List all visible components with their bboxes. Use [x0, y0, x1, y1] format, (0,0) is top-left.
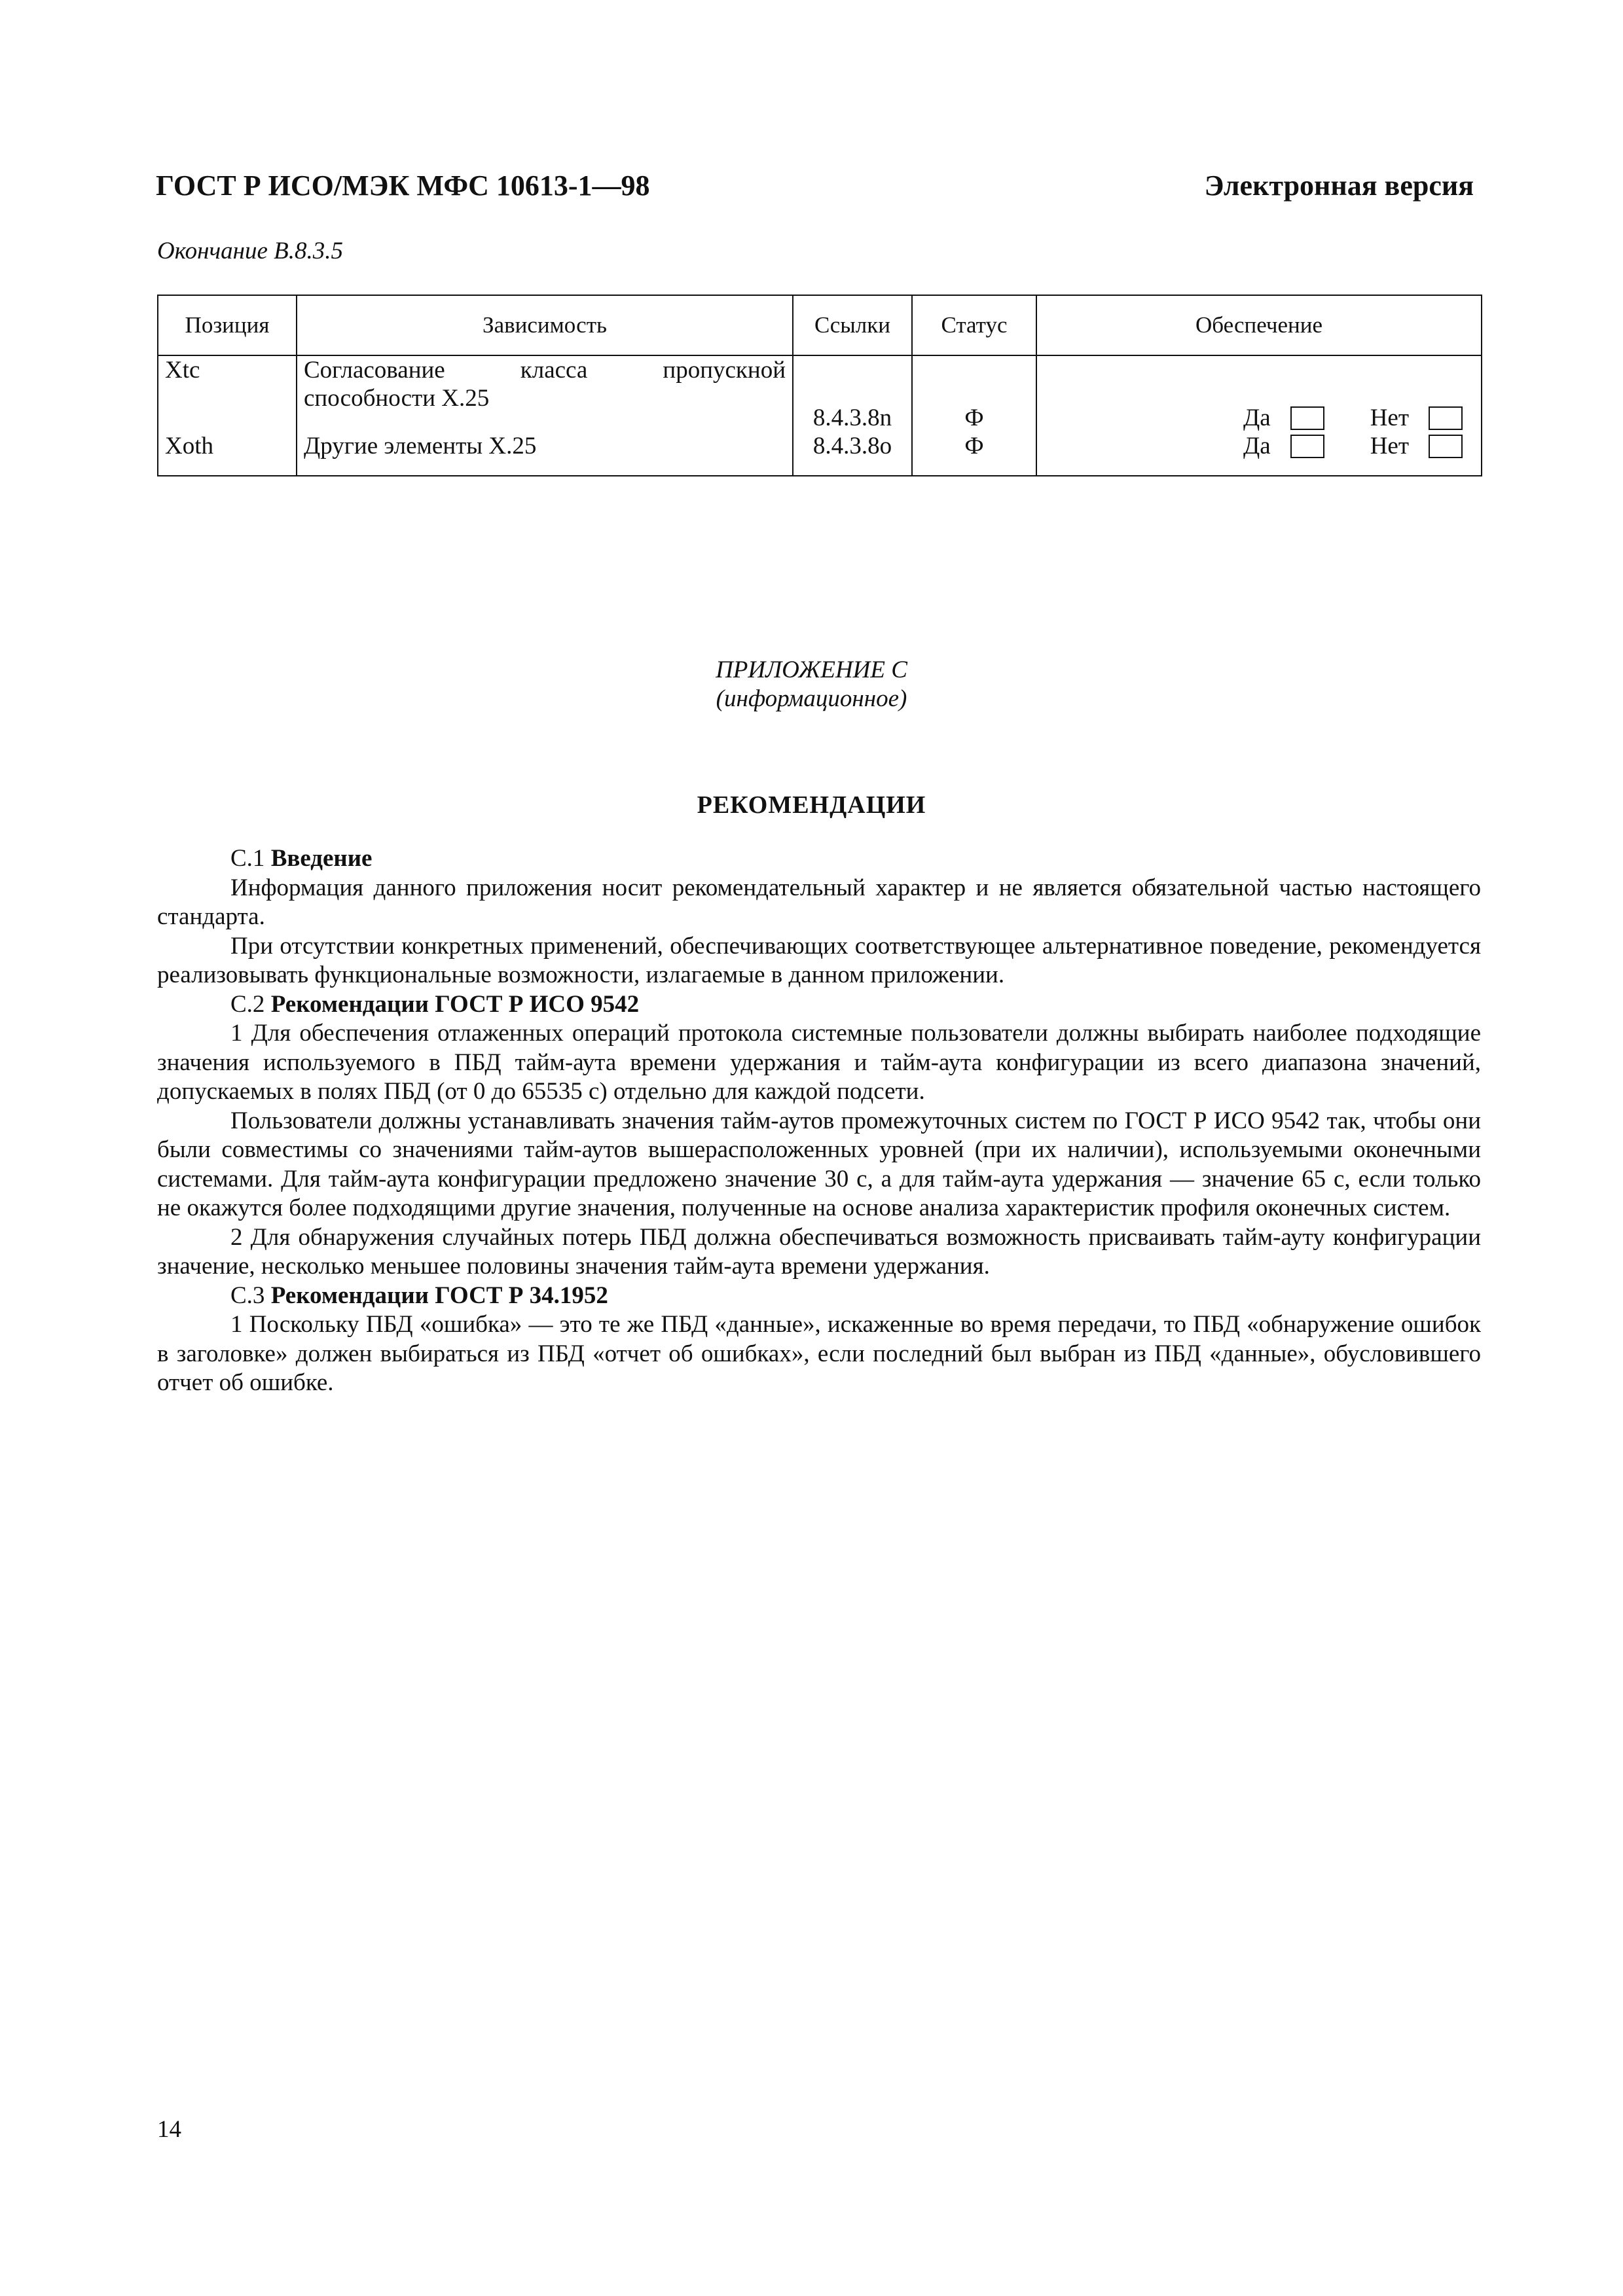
row-provision	[1036, 432, 1482, 476]
column-header-dependency: Зависимость	[297, 295, 793, 355]
table-row	[158, 432, 1482, 476]
row-refs: 8.4.3.8n	[793, 355, 912, 432]
subsection-title: Рекомендации ГОСТ Р ИСО 9542	[270, 990, 640, 1018]
row-dependency: Другие элементы X.25	[297, 432, 793, 476]
no-label: Нет	[1370, 404, 1409, 431]
row-provision	[1036, 355, 1482, 432]
no-checkbox[interactable]	[1429, 435, 1463, 458]
subsection-number: С.1	[230, 845, 265, 872]
column-header-status: Статус	[912, 295, 1036, 355]
paragraph: 1 Для обеспечения отлаженных операций протокола системные пользователи должны выбирать наиболее подходящие значения используемого в ПБД тайм-аута времени удержания и тайм-аута конфигурации из всего диапазона значений, допускаемых в полях ПБД (от 0 до 65535 с) отдельно для каждой подсети.	[157, 1020, 1481, 1105]
column-header-refs: Ссылки	[793, 295, 912, 355]
table-continuation-caption: Окончание В.8.3.5	[157, 238, 344, 264]
yes-checkbox[interactable]	[1290, 435, 1324, 458]
row-status: Ф	[912, 432, 1036, 476]
table-row	[158, 355, 1482, 432]
requirements-table	[157, 295, 1482, 476]
no-label: Нет	[1370, 433, 1409, 459]
paragraph: При отсутствии конкретных применений, обеспечивающих соответствующее альтернативное поведение, рекомендуется реализовывать функциональные возможности, излагаемые в данном приложении.	[157, 932, 1481, 988]
yes-label: Да	[1243, 433, 1271, 459]
paragraph: 1 Поскольку ПБД «ошибка» — это те же ПБД «данные», искаженные во время передачи, то ПБД «обнаружение ошибок в заголовке» должен выбираться из ПБД «отчет об ошибках», если последний был выбран из ПБД «данные», обусловившего отчет об ошибке.	[157, 1311, 1481, 1396]
subsection-heading	[157, 1282, 1481, 1311]
subsection-heading	[157, 990, 1481, 1020]
row-status: Ф	[912, 355, 1036, 432]
column-header-provision: Обеспечение	[1036, 295, 1482, 355]
dependency-line: Согласование класса пропускной	[304, 357, 786, 384]
subsection-number: С.2	[230, 990, 265, 1018]
subsection-title: Введение	[270, 845, 373, 872]
column-header-position: Позиция	[158, 295, 297, 355]
row-position: Xoth	[158, 432, 297, 476]
table-header-row	[158, 295, 1482, 355]
appendix-subtitle: (информационное)	[716, 685, 907, 712]
document-standard-code: ГОСТ Р ИСО/МЭК МФС 10613-1—98	[156, 170, 650, 202]
appendix-title: ПРИЛОЖЕНИЕ С	[716, 656, 907, 683]
yes-label: Да	[1243, 404, 1271, 431]
paragraph: Пользователи должны устанавливать значения тайм-аутов промежуточных систем по ГОСТ Р ИСО 9542 так, чтобы они были совместимы со значениями тайм-аутов вышерасположенных уровней (при их наличии), используемыми оконечными системами. Для тайм-аута конфигурации предложено значение 30 с, а для тайм-аута удержания — значение 65 с, если только не окажутся более подходящими другие значения, полученные на основе анализа характеристик профиля оконечных систем.	[157, 1107, 1481, 1221]
yes-checkbox[interactable]	[1290, 406, 1324, 430]
page-number: 14	[157, 2116, 181, 2143]
subsection-title: Рекомендации ГОСТ Р 34.1952	[270, 1282, 608, 1309]
paragraph: Информация данного приложения носит рекомендательный характер и не является обязательной частью настоящего стандарта.	[157, 874, 1481, 930]
body-text	[157, 844, 1481, 1398]
subsection-heading	[157, 844, 1481, 874]
paragraph: 2 Для обнаружения случайных потерь ПБД должна обеспечиваться возможность присваивать тайм-ауту конфигурации значение, несколько меньшее половины значения тайм-аута времени удержания.	[157, 1223, 1481, 1280]
document-version-label: Электронная версия	[1204, 170, 1474, 202]
row-dependency	[297, 355, 793, 432]
row-refs: 8.4.3.8o	[793, 432, 912, 476]
subsection-number: С.3	[230, 1282, 265, 1309]
no-checkbox[interactable]	[1429, 406, 1463, 430]
row-position: Xtc	[158, 355, 297, 432]
section-title: РЕКОМЕНДАЦИИ	[697, 791, 926, 819]
dependency-line: способности X.25	[304, 385, 490, 412]
